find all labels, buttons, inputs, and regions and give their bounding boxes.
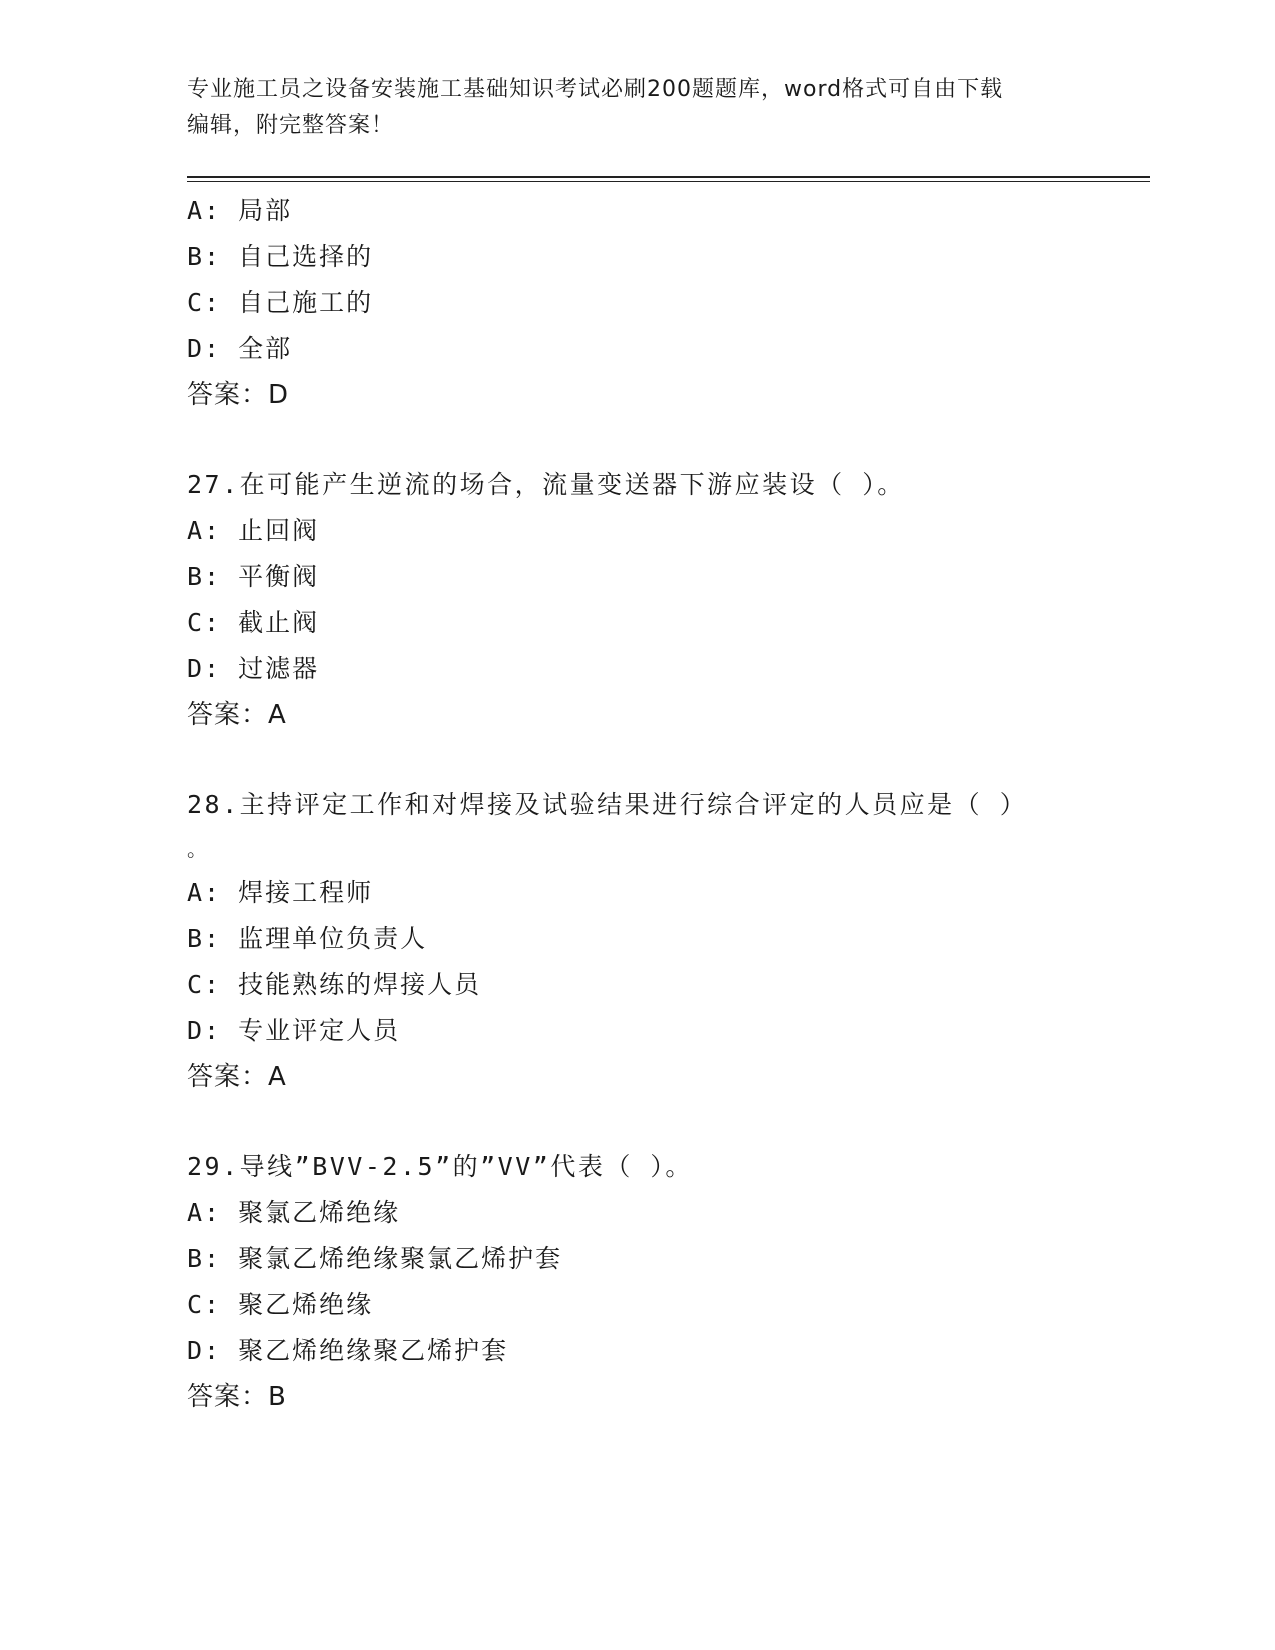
- option-a: A: 焊接工程师: [187, 878, 374, 907]
- option-c: C: 自己施工的: [187, 288, 374, 317]
- answer-text: 答案：B: [187, 1382, 287, 1412]
- question-list: [187, 188, 1087, 1420]
- question-28: [187, 782, 1087, 1100]
- answer-text: 答案：D: [187, 380, 290, 410]
- document-header: [187, 72, 1087, 144]
- option-a: A: 止回阀: [187, 516, 320, 545]
- option-d: D: 聚乙烯绝缘聚乙烯护套: [187, 1336, 509, 1365]
- question-29: [187, 1144, 1087, 1420]
- answer-text: 答案：A: [187, 700, 287, 730]
- option-d: D: 过滤器: [187, 654, 320, 683]
- option-d: D: 全部: [187, 334, 293, 363]
- spacer: [187, 418, 1087, 462]
- option-c: C: 技能熟练的焊接人员: [187, 970, 482, 999]
- option-a: A: 聚氯乙烯绝缘: [187, 1198, 401, 1227]
- option-b: B: 自己选择的: [187, 242, 374, 271]
- question-26: [187, 188, 1087, 418]
- header-divider-thin: [187, 181, 1150, 182]
- spacer: [187, 738, 1087, 782]
- option-b: B: 平衡阀: [187, 562, 320, 591]
- option-d: D: 专业评定人员: [187, 1016, 401, 1045]
- header-line-2: 编辑，附完整答案！: [187, 113, 395, 138]
- answer-text: 答案：A: [187, 1062, 287, 1092]
- option-a: A: 局部: [187, 196, 293, 225]
- option-b: B: 聚氯乙烯绝缘聚氯乙烯护套: [187, 1244, 563, 1273]
- header-line-1: 专业施工员之设备安装施工基础知识考试必刷200题题库，word格式可自由下载: [187, 77, 1004, 102]
- question-title: 28.主持评定工作和对焊接及试验结果进行综合评定的人员应是（ ）: [187, 790, 1028, 819]
- spacer: [187, 1100, 1087, 1144]
- question-27: [187, 462, 1087, 738]
- option-c: C: 截止阀: [187, 608, 320, 637]
- option-c: C: 聚乙烯绝缘: [187, 1290, 374, 1319]
- option-b: B: 监理单位负责人: [187, 924, 428, 953]
- question-title: 29.导线”BVV-2.5”的”VV”代表（ ）。: [187, 1152, 693, 1181]
- question-title-continuation: 。: [187, 837, 207, 861]
- header-divider-thick: [187, 176, 1150, 178]
- question-title: 27.在可能产生逆流的场合，流量变送器下游应装设（ ）。: [187, 470, 905, 499]
